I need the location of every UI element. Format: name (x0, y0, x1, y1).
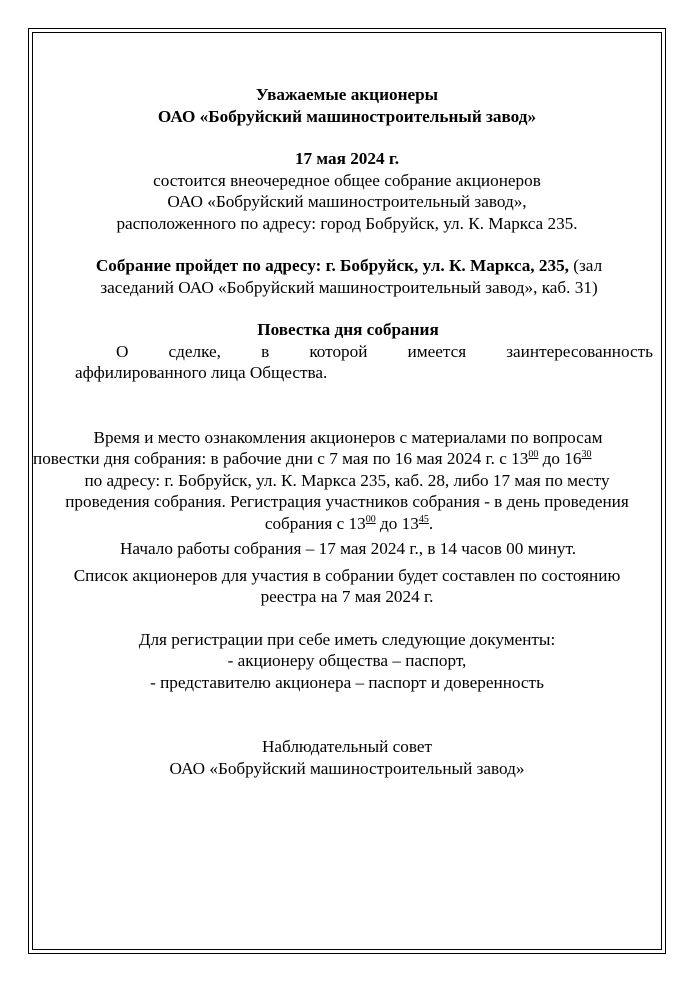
agenda-item-line-2: аффилированного лица Общества. (75, 363, 328, 382)
greeting-heading: Уважаемые акционеры (255, 85, 439, 104)
signature-line-2: ОАО «Бобруйский машиностроительный завод» (169, 758, 525, 778)
time-sup-1: 00 (528, 449, 539, 460)
materials-line-4: проведения собрания. Регистрация участников собрания - в день проведения (65, 492, 629, 511)
time-sup-2: 30 (581, 449, 592, 460)
time-sup-3: 00 (365, 513, 376, 525)
shareholder-list-line-1: Список акционеров для участия в собрании будет составлен по состоянию (73, 565, 621, 585)
meeting-start-time: Начало работы собрания – 17 мая 2024 г., в 14 часов 00 минут. (119, 539, 577, 558)
venue-bold-text: Собрание пройдет по адресу: г. Бобруйск, ул. К. Маркса, 235, (95, 256, 569, 275)
meeting-date: 17 мая 2024 г. (294, 149, 400, 168)
announcement-line-2: ОАО «Бобруйский машиностроительный завод», (167, 192, 527, 211)
company-heading: ОАО «Бобруйский машиностроительный завод» (157, 106, 537, 126)
signature-line-1: Наблюдательный совет (261, 737, 432, 756)
venue-line-2: заседаний ОАО «Бобруйский машиностроительный завод», каб. 31) (100, 277, 598, 297)
registration-item-1: - акционеру общества – паспорт, (227, 651, 467, 670)
materials-line-2: повестки дня собрания: в рабочие дни с 7 мая по 16 мая 2024 г. с $13^{00}$ до $16^{30}$ (33, 449, 592, 468)
announcement-line-3: расположенного по адресу: город Бобруйск, ул. К. Маркса 235. (116, 213, 578, 233)
agenda-item-line-1: О сделке, в которой имеется заинтересованность (116, 341, 653, 361)
venue-line-1 (34, 255, 660, 277)
registration-intro: Для регистрации при себе иметь следующие документы: (138, 629, 556, 649)
notice-document (34, 84, 660, 779)
materials-line-5: собрания с $13^{00}$ до $13^{45}$. (264, 513, 434, 533)
registration-item-2: - представителю акционера – паспорт и доверенность (150, 672, 544, 692)
announcement-line-1: состоится внеочередное общее собрание акционеров (153, 170, 541, 190)
materials-line-3: по адресу: г. Бобруйск, ул. К. Маркса 235, каб. 28, либо 17 мая по месту (84, 470, 610, 490)
time-sup-4: 45 (418, 513, 429, 525)
venue-tail-text: (зал (568, 256, 603, 275)
materials-line-1: Время и место ознакомления акционеров с материалами по вопросам (93, 427, 603, 447)
agenda-title: Повестка дня собрания (257, 320, 439, 339)
shareholder-list-line-2: реестра на 7 мая 2024 г. (260, 587, 434, 606)
